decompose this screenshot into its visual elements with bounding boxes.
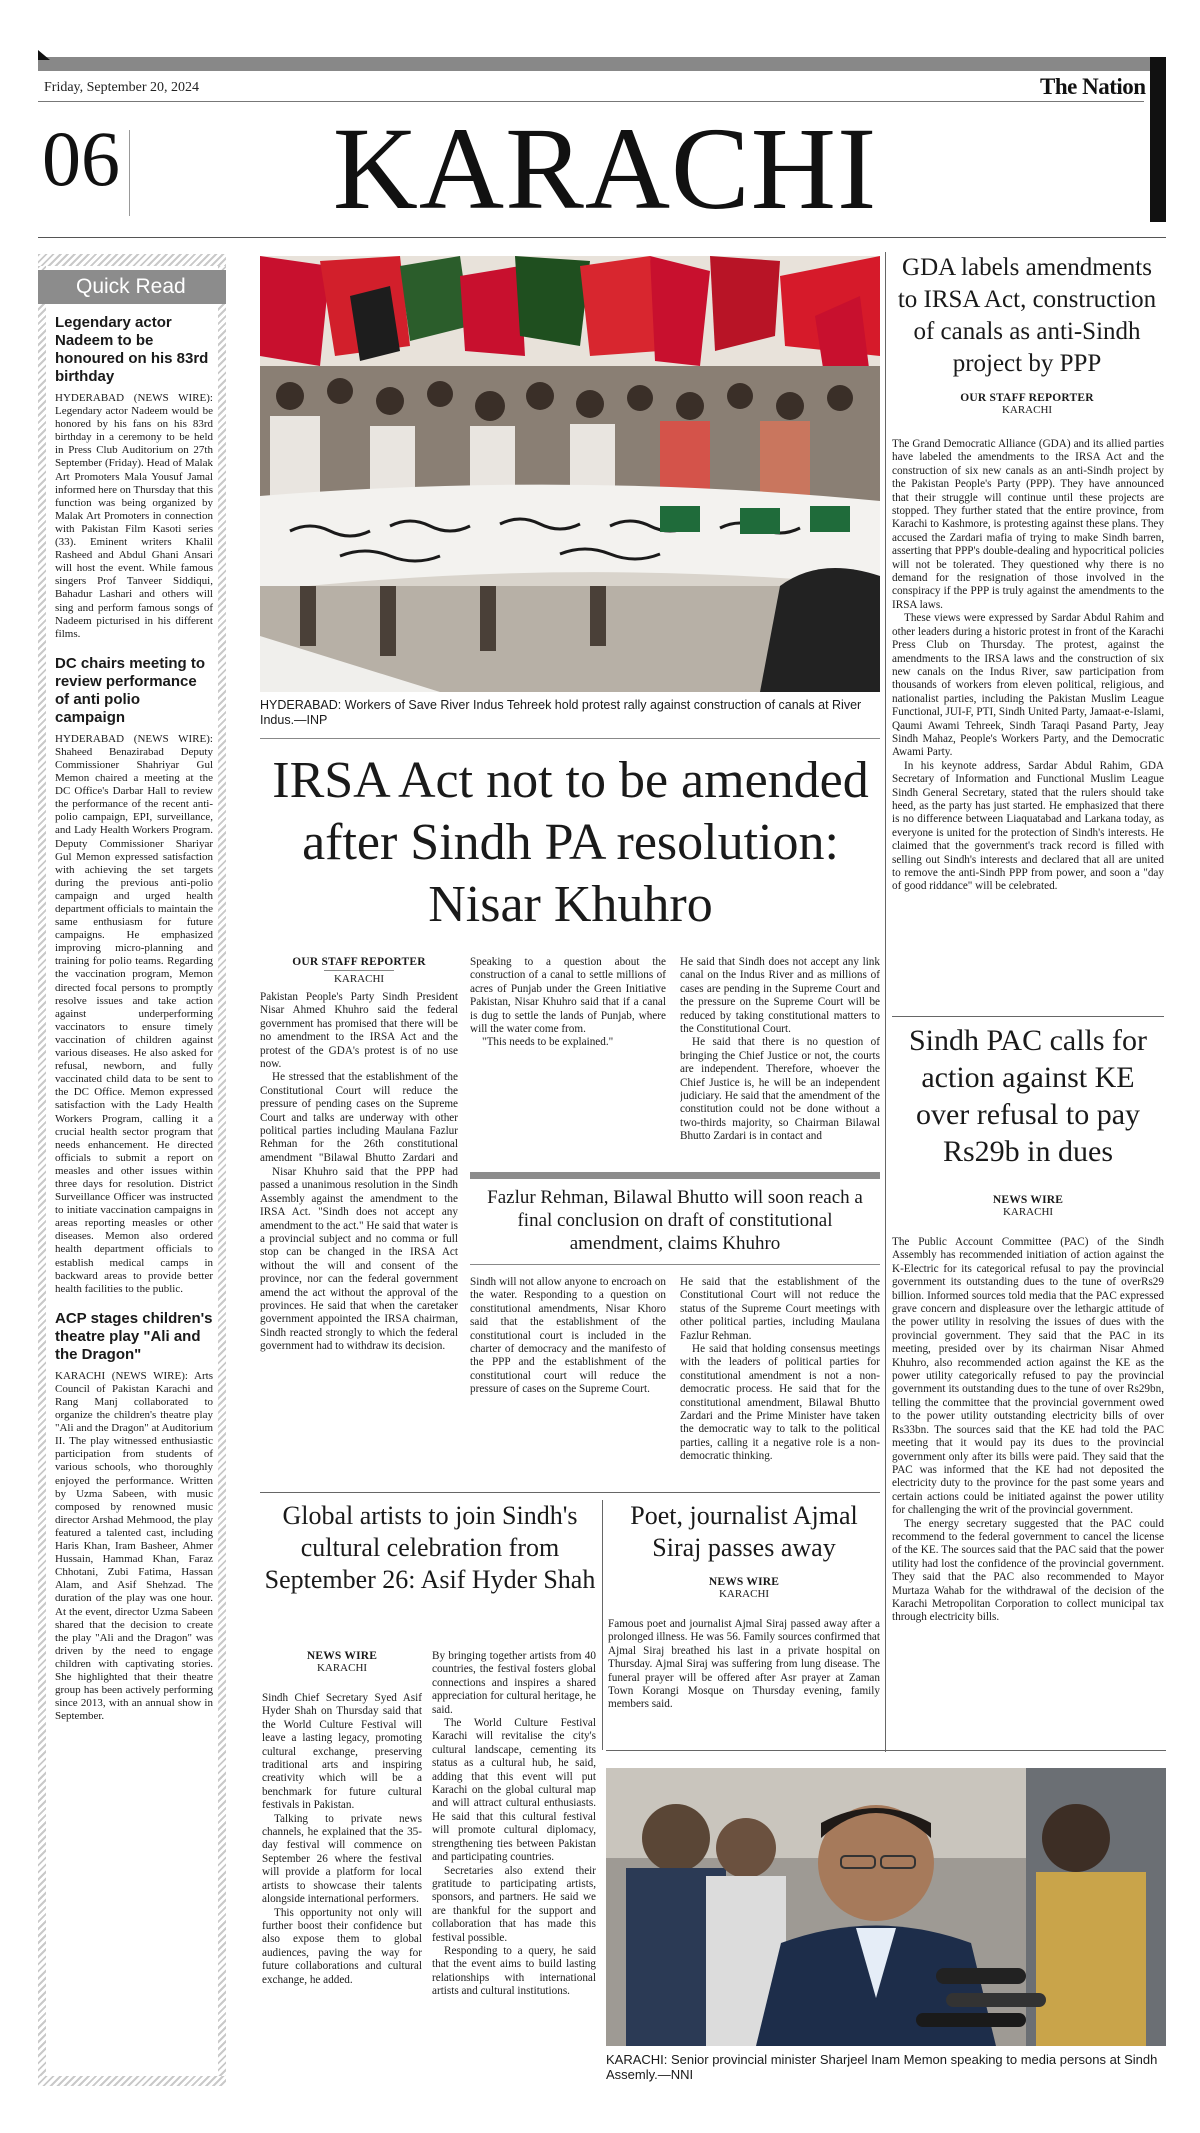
caption-rule: [260, 738, 880, 739]
quick-read-item-body: HYDERABAD (NEWS WIRE): Legendary actor Nadeem would be honored by his fans on his 83rd birthday in a ceremony to be held in Press Club Auditorium on 27th September (Friday). Head of Malak Art Promoters Mala Yousuf Jamal informed here on Thursday that this function was being organized by Malak Art Promoters in connection with Pakistan Film Kasoti series (33). Eminent writers Khalil Rasheed and Abdul Ghani Ansari will host the event. While famous singers Prof Tanveer Siddiqui, Bahadur Lashari and others will sing and perform famous songs of Nadeem picturised in his different films.: [55, 392, 213, 640]
lead-paragraph: He said that the establishment of the Constitutional Court will not reduce the status of the Supreme Court meetings with other political parties, including Maulana Fazlur Rehman.: [680, 1276, 880, 1342]
lead-col-1-lower: [260, 1166, 458, 1496]
top-photo-caption: HYDERABAD: Workers of Save River Indus Tehreek hold protest rally against construction of canals at River Indus.—INP: [260, 698, 862, 727]
lead-paragraph: "This needs to be explained.": [482, 1036, 614, 1049]
masthead-corner: [38, 50, 50, 60]
pac-byline-name: NEWS WIRE: [992, 1194, 1064, 1206]
lead-story-bottom-rule: [260, 1492, 880, 1493]
lead-paragraph: He said that Sindh does not accept any link canal on the Indus River and as millions of cases are pending in the Supreme Court and the pressure on the Supreme Court will be reduced by taking constitutional matters to the Constitutional Court.: [680, 956, 880, 1036]
lead-subhead-rule-top: [470, 1172, 880, 1179]
lead-headline: IRSA Act not to be amended after Sindh PA resolution: Nisar Khuhro: [272, 752, 869, 933]
pac-paragraph: The energy secretary suggested that the PAC could recommend to the federal government to cancel the license of the KE. The sources said that the PAC said that the power utility had lost the confidence of the provincial government. They said that the PAC also recommended to Mayor Murtaza Wahab for the withdrawal of the decision of the Karachi Metropolitan Corporation to collect municipal tax through electricity bills.: [892, 1517, 1164, 1624]
culture-paragraph: Responding to a query, he said that the event aims to build lasting relationships with international artists and cultural institutions.: [432, 1944, 596, 1998]
pac-byline: [892, 1194, 1164, 1218]
lead-byline-location: KARACHI: [333, 973, 385, 985]
gda-paragraph: In his keynote address, Sardar Abdul Rahim, GDA Secretary of Information and Functional Muslim League Sindh General Secretary, stated that the rulers should take heed, as the party has just started. He emphasized that there is no difference between Liaquatabad and Larkana today, as everyone is united for the protection of Sindh's interests. He claimed that the government's track record is filled with selling out Sindh's interests and declared that all are united to remove the anti-Sindh PPP from power, and soon a "day of good riddance" will be celebrated.: [892, 759, 1164, 893]
obit-paragraph: Famous poet and journalist Ajmal Siraj passed away after a prolonged illness. He was 56. Family sources confirmed that Ajmal Siraj breathed his last in a private hospital on Thursday. Ajmal Siraj was suffering from lung disease. The funeral prayer will be offered after Asr prayer at Zaman Town Korangi Mosque on Thursday evening, family members said.: [608, 1618, 880, 1711]
protest-rally-photo: [260, 256, 880, 692]
page-number: 06: [42, 115, 120, 202]
bottom-photo-caption: KARACHI: Senior provincial minister Sharjeel Inam Memon speaking to media persons at Sindh Assemly.—NNI: [606, 2052, 1158, 2082]
quick-read-item-title: DC chairs meeting to review performance of anti polio campaign: [55, 654, 206, 726]
lead-col-1: [260, 956, 458, 1166]
lead-col-2-lower: [470, 1276, 666, 1496]
lead-byline-rule: [324, 970, 394, 971]
lead-col-3-lower: [680, 1276, 880, 1496]
gda-paragraph: These views were expressed by Sardar Abdul Rahim and other leaders during a historic protest in front of the Karachi Press Club on Thursday. The protest, against the amendments to the IRSA laws and the construction of six new canals on the Indus River, saw participation from thousands of workers from eleven political, religious, and nationalist parties, including the Pakistan Muslim League Functional, JUI-F, PTI, Sindh United Party, Jamaat-e-Islami, Qaumi Awami Tehreek, Sindh Taraqi Pasand Party, Jeay Sindh Mahaz, People's Workers Party, and the Democratic Awami Party.: [892, 612, 1164, 759]
culture-col-2: [432, 1650, 596, 2082]
quick-read-item: [55, 1310, 213, 1724]
obit-headline: Poet, journalist Ajmal Siraj passes away: [630, 1501, 858, 1562]
obit-byline-location: KARACHI: [718, 1588, 770, 1600]
pac-headline: Sindh PAC calls for action against KE over refusal to pay Rs29b in dues: [908, 1024, 1148, 1168]
quick-read-item-body: KARACHI (NEWS WIRE): Arts Council of Pakistan Karachi and Rang Manj collaborated to organize the children's theatre play "Ali and the Dragon" at Auditorium II. The play witnessed enthusiastic participation from students of various schools, who thoroughly enjoyed the performance. Written by Uzma Sabeen, with music composed by renowned music director Arshad Mehmood, the play featured a talented cast, including Haris Khan, Iram Basheer, Ahmer Hussain, Hammad Khan, Faraz Chhotani, Zubi Fatima, Hassan Alam, and Asif Shehzad. The duration of the play was one hour. At the event, director Uzma Sabeen shared that the decision to create the play "Ali and the Dragon" was driven by the need to engage children with captivating stories. She highlighted that their theatre group has been actively performing since 2013, with an annual show in September.: [55, 1369, 213, 1723]
pac-body: [892, 1236, 1164, 1738]
pac-paragraph: The Public Account Committee (PAC) of the Sindh Assembly has recommended initiation of action against the K-Electric for its categorical refusal to pay the provincial government its outstanding dues to the tune of overRs29 billion. Informed sources told media that the PAC expressed grave concern and displeasure over the lethargic attitude of the power utility in resolving the issues of dues with the provincial government. They said that the PAC in its meeting, presided over by its chairman Nisar Ahmed Khuhro, also recommended action against the KE as the power utility categorically refused to pay the provincial government its outstanding dues to the tune of over Rs29bn, telling the committee that the provincial government owed to the power utility outstanding electricity bills of over Rs33bn. The sources said that the KE had told the PAC meeting that it would pay its dues to the provincial government only after its bills were paid. They said that the PAC was informed that the KE had not deposited the electricity duty to the province for the past some years and certain actions could be initiated against the power utility for challenging the writ of the provincial government.: [892, 1236, 1164, 1517]
gda-paragraph: The Grand Democratic Alliance (GDA) and its allied parties have labeled the amendments to the IRSA Act and the construction of six new canals as an anti-Sindh project by the Pakistan People's Party (PPP). They have announced that their struggle will continue until these projects are stopped. They further stated that the entire province, from Karachi to Kashmore, is protesting against these plans. They accused the Zardari mafia of trying to make Sindh barren, asserting that PPP's double-dealing and hypocritical policies will not be tolerated. They questioned why there is no demand for the resignation of those involved in the conspiracy if the PPP is truly against the amendments to the IRSA laws.: [892, 438, 1164, 611]
quick-read-hatch-right: [218, 266, 226, 2076]
lead-paragraph: He said that holding consensus meetings with the leaders of political parties for constitutional amendment is not a non-democratic process. He said that for the constitutional amendment, Bilawal Bhutto Zardari and the Prime Minister have taken the democratic way to talk to the political parties, calling it a negative role is a non-democratic thinking.: [680, 1343, 880, 1463]
lead-paragraph: Pakistan People's Party Sindh President Nisar Ahmed Khuhro said the federal government has promised that there will be no amendment to the IRSA Act and the protest of the GDA's protest is of no use now.: [260, 991, 458, 1071]
lead-paragraph: He said that there is no question of bringing the Chief Justice or not, the courts are independent. Therefore, whoever the Chief Justice is, he will be an independent judiciary. He said that the amendment of the constitution could not be done without a two-thirds majority, so Chairman Bilawal Bhutto Zardari is in contact and: [680, 1036, 880, 1143]
lead-paragraph: Sindh will not allow anyone to encroach on the water. Responding to a question on constitutional amendments, Nisar Khoro said that the establishment of the constitutional court is included in the charter of democracy and the manifesto of the PPP and the establishment of the constitutional court will reduce the pressure of cases on the Supreme Court.: [470, 1276, 666, 1396]
obit-byline-name: NEWS WIRE: [708, 1576, 780, 1588]
quick-read-hatch-top: [38, 254, 226, 266]
minister-press-photo: [606, 1768, 1166, 2046]
lead-byline-name: OUR STAFF REPORTER: [292, 956, 426, 968]
date-rule: [38, 101, 1144, 102]
quick-read-item-body: HYDERABAD (NEWS WIRE): Shaheed Benazirabad Deputy Commissioner Shahriyar Gul Memon chaired a meeting at the DC Office's Darbar Hall to review the performance of the recent anti-polio campaign, EPI, surveillance, and Lady Health Workers Program. Deputy Commissioner Shariyar Gul Memon expressed satisfaction with achieving the set targets during the previous anti-polio campaign and urged health department officials to maintain the same enthusiasm for future campaigns. He emphasized improving micro-planning and training for polio teams. Regarding the vaccination program, Memon directed focal persons to promptly resolve issues and take action against underperforming vaccinators to ensure timely vaccination of children against various diseases. He also asked for refusal, newborn, and fully vaccinated child data to be sent to the DC Office. Memon expressed satisfaction with the Lady Health Workers Program, calling it a crucial health sector program that needs enhancement. He directed officials to submit a report on measles and other issues within three days for resolution. District Surveillance Officer was instructed to initiate vaccination campaigns in areas reporting measles or other diseases. Memon also ordered health department officials to establish medical camps in backward areas to provide better health facilities to the public.: [55, 732, 213, 1295]
lead-paragraph: He stressed that the establishment of the Constitutional Court will reduce the pressure of pending cases on the Supreme Court and talks are underway with other political parties including Maulana Fazlur Rehman for the 26th constitutional amendment "Bilawal Bhutto Zardari and: [260, 1071, 458, 1164]
quick-read-hatch-left: [38, 266, 46, 2076]
quick-read-item: [55, 655, 213, 1296]
culture-byline-name: NEWS WIRE: [306, 1650, 378, 1662]
pac-byline-location: KARACHI: [1002, 1206, 1054, 1218]
culture-col-1: [262, 1692, 422, 2082]
quick-read-column: [55, 314, 213, 1723]
publication-name: The Nation: [1040, 74, 1146, 99]
culture-paragraph: Talking to private news channels, he explained that the 35-day festival will commence on September 26 where the festival will provide a platform for local artists to showcase their talents alongside international performers.: [262, 1812, 422, 1906]
culture-byline: [262, 1650, 422, 1674]
masthead-top-bar: [38, 57, 1166, 71]
culture-paragraph: Secretaries also extend their gratitude to participating artists, sponsors, and partners. He said we are thankful for the support and collaboration that has made this festival possible.: [432, 1864, 596, 1944]
right-column-divider: [885, 252, 886, 1752]
pac-bottom-rule: [606, 1750, 1166, 1751]
obit-body: [608, 1618, 880, 1748]
obit-byline: [608, 1576, 880, 1600]
gda-byline-name: OUR STAFF REPORTER: [960, 392, 1094, 404]
lead-byline: [260, 956, 458, 985]
gda-byline-location: KARACHI: [1001, 404, 1053, 416]
masthead-bottom-rule: [38, 237, 1166, 238]
culture-paragraph: Sindh Chief Secretary Syed Asif Hyder Shah on Thursday said that the World Culture Festival will leave a lasting legacy, promoting cultural exchange, preserving traditional arts and inspiring creativity which will be a benchmark for future cultural festivals in Pakistan.: [262, 1692, 422, 1812]
lead-col-3: [680, 956, 880, 1166]
gda-body: [892, 438, 1164, 1012]
protest-rally-illustration: [260, 256, 880, 692]
culture-headline: Global artists to join Sindh's cultural celebration from September 26: Asif Hyder Shah: [264, 1501, 596, 1594]
section-title: KARACHI: [332, 103, 878, 234]
issue-date: Friday, September 20, 2024: [44, 80, 200, 95]
quick-read-item: [55, 314, 213, 641]
quick-read-label: Quick Read: [38, 270, 226, 304]
lead-col-2: [470, 956, 666, 1166]
quick-read-hatch-bottom: [38, 2076, 226, 2086]
culture-paragraph: By bringing together artists from 40 countries, the festival fosters global connections and inspires a shared appreciation for cultural heritage, he said.: [432, 1650, 596, 1716]
culture-byline-location: KARACHI: [316, 1662, 368, 1674]
gda-headline: GDA labels amendments to IRSA Act, construction of canals as anti-Sindh project by PPP: [897, 254, 1157, 377]
gda-byline: [892, 392, 1162, 416]
lead-paragraph: Speaking to a question about the construction of a canal to settle millions of acres of Punjab under the Green Initiative Pakistan, Nisar Khuhro said that if a canal is dug to settle the lands of Punjab, where will the water come from.: [470, 956, 666, 1036]
lead-paragraph: Nisar Khuhro said that the PPP had passed a unanimous resolution in the Sindh Assembly against the amendment to the IRSA Act. "Sindh does not accept any amendment to the act." He said that water is a provincial subject and no comma or full stop can be changed in the IRSA Act without the will and consent of the province, nor can the federal government amend the act without the approval of the provinces. He said that when the caretaker government appointed the IRSA chairman, Sindh reacted strongly to which the federal government had to withdraw its decision.: [260, 1166, 458, 1353]
lead-subhead-rule-bottom: [470, 1264, 880, 1265]
quick-read-item-title: ACP stages children's theatre play "Ali and the Dragon": [55, 1309, 213, 1363]
culture-paragraph: The World Culture Festival Karachi will revitalise the city's cultural landscape, cementing its status as a cultural hub, he said, adding that this event will put Karachi on the global cultural map and will attract cultural enthusiasts. He said that this cultural festival will promote cultural diplomacy, strengthening ties between Pakistan and participating countries.: [432, 1717, 596, 1864]
culture-paragraph: This opportunity not only will further boost their confidence but also expose them to global audiences, paving the way for future collaborations and cultural exchange, he added.: [262, 1906, 422, 1986]
gda-bottom-rule: [892, 1016, 1164, 1017]
culture-divider: [602, 1500, 603, 1750]
lead-subhead: Fazlur Rehman, Bilawal Bhutto will soon reach a final conclusion on draft of constitutional amendment, claims Khuhro: [487, 1187, 863, 1254]
quick-read-item-title: Legendary actor Nadeem to be honoured on his 83rd birthday: [55, 314, 209, 385]
minister-press-illustration: [606, 1768, 1166, 2046]
